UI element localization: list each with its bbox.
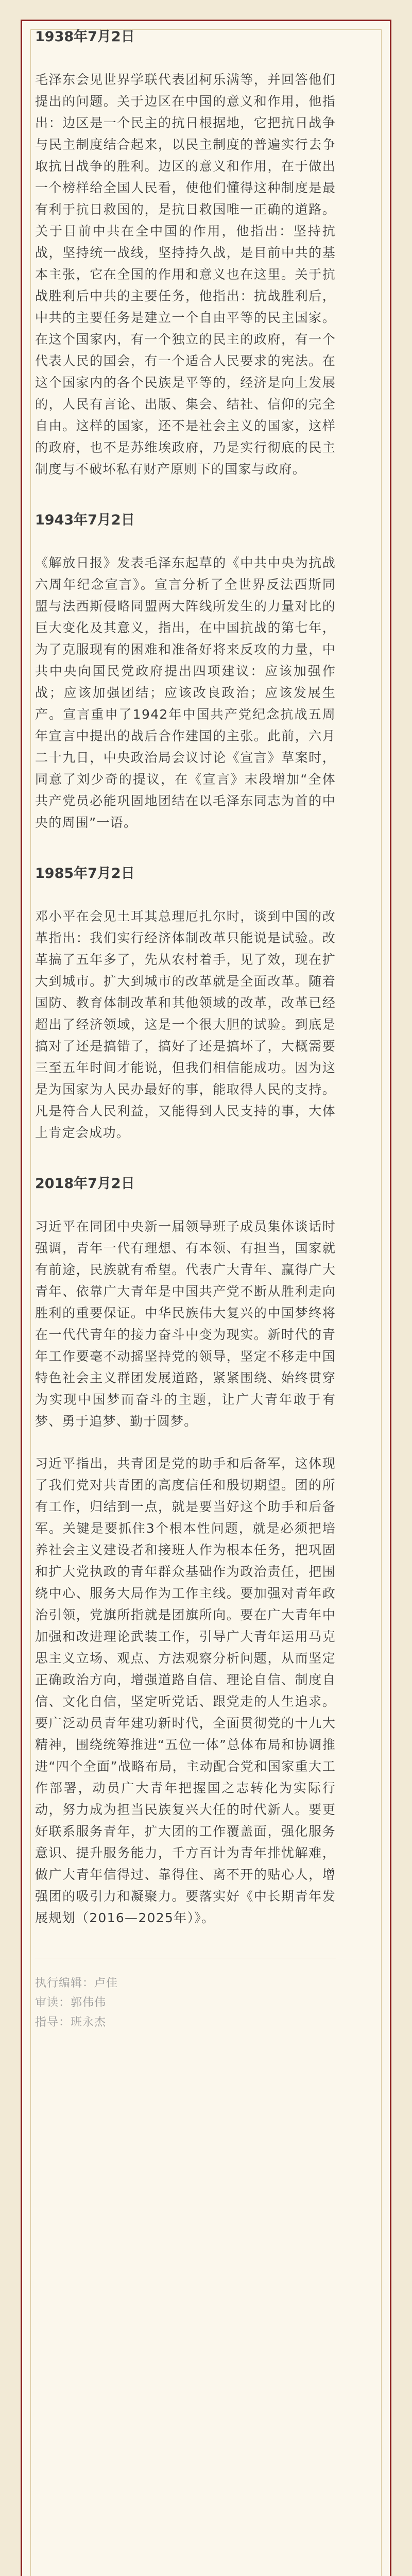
article-content bbox=[21, 21, 350, 2032]
history-entry-1938 bbox=[35, 26, 336, 480]
credits bbox=[35, 1974, 336, 2032]
credit-reviewer: 审读：郭伟伟 bbox=[35, 1996, 107, 2009]
history-entry-2018 bbox=[35, 1173, 336, 1929]
credit-editor: 执行编辑：卢佳 bbox=[35, 1977, 118, 1990]
entry-paragraph: 《解放日报》发表毛泽东起草的《中共中央为抗战六周年纪念宣言》。宣言分析了全世界反法西斯同盟与法西斯侵略同盟两大阵线所发生的力量对比的巨大变化及其意义，指出，在中国抗战的第七年，为了克服现有的困难和准备好将来反攻的力量，中共中央向国民党政府提出四项建议：应该加强作战；应该加强团结；应该改良政治；应该发展生产。宣言重申了1942年中国共产党纪念抗战五周年宣言中提出的战后合作建国的主张。此前，六月二十九日，中央政治局会议讨论《宣言》草案时，同意了刘少奇的提议，在《宣言》末段增加“全体共产党员必能巩固地团结在以毛泽东同志为首的中央的周围”一语。 bbox=[35, 555, 336, 830]
entry-date: 1943年7月2日 bbox=[35, 512, 135, 528]
entry-date: 1938年7月2日 bbox=[35, 29, 135, 45]
entry-date: 1985年7月2日 bbox=[35, 866, 135, 882]
entry-paragraph: 邓小平在会见土耳其总理厄扎尔时，谈到中国的改革指出：我们实行经济体制改革只能说是试验。改革搞了五年多了，先从农村着手，见了效，现在扩大到城市。扩大到城市的改革就是全面改革。随着国防、教育体制改革和其他领域的改革，改革已经超出了经济领域，这是一个很大胆的试验。到底是搞对了还是搞错了，搞好了还是搞坏了，大概需要三至五年时间才能说，但我们相信能成功。因为这是为国家为人民办最好的事，能取得人民的支持。凡是符合人民利益，又能得到人民支持的事，大体上肯定会成功。 bbox=[35, 909, 336, 1140]
entry-paragraph: 习近平在同团中央新一届领导班子成员集体谈话时强调，青年一代有理想、有本领、有担当，国家就有前途，民族就有希望。代表广大青年、赢得广大青年、依靠广大青年是中国共产党不断从胜利走向胜利的重要保证。中华民族伟大复兴的中国梦终将在一代代青年的接力奋斗中变为现实。新时代的青年工作要毫不动摇坚持党的领导，坚定不移走中国特色社会主义群团发展道路，紧紧围绕、始终贯穿为实现中国梦而奋斗的主题，让广大青年敢于有梦、勇于追梦、勤于圆梦。 bbox=[35, 1219, 336, 1429]
history-entry-1943 bbox=[35, 509, 336, 834]
entry-date: 2018年7月2日 bbox=[35, 1176, 135, 1192]
history-entry-1985 bbox=[35, 862, 336, 1144]
entry-paragraph: 习近平指出，共青团是党的助手和后备军，这体现了我们党对共青团的高度信任和殷切期望。团的所有工作，归结到一点，就是要当好这个助手和后备军。关键是要抓住3个根本性问题，就是必须把培养社会主义建设者和接班人作为根本任务，把巩固和扩大党执政的青年群众基础作为政治责任，把围绕中心、服务大局作为工作主线。要加强对青年政治引领，党旗所指就是团旗所向。要在广大青年中加强和改进理论武装工作，引导广大青年运用马克思主义立场、观点、方法观察分析问题，从而坚定正确政治方向，增强道路自信、理论自信、制度自信、文化自信，坚定听党话、跟党走的人生追求。要广泛动员青年建功新时代，全面贯彻党的十九大精神，围绕统筹推进“五位一体”总体布局和协调推进“四个全面”战略布局，主动配合党和国家重大工作部署，动员广大青年把握国之志转化为实际行动，努力成为担当民族复兴大任的时代新人。要更好联系服务青年，扩大团的工作覆盖面，强化服务意识、提升服务能力，千方百计为青年排忧解难，做广大青年信得过、靠得住、离不开的贴心人，增强团的吸引力和凝聚力。要落实好《中长期青年发展规划（2016—2025年）》。 bbox=[35, 1456, 336, 1925]
credit-director: 指导：班永杰 bbox=[35, 2016, 107, 2029]
entry-paragraph: 毛泽东会见世界学联代表团柯乐满等，并回答他们提出的问题。关于边区在中国的意义和作用，他指出：边区是一个民主的抗日根据地，它把抗日战争与民主制度结合起来，以民主制度的普遍实行去争取抗日战争的胜利。边区的意义和作用，在于做出一个榜样给全国人民看，使他们懂得这种制度是最有利于抗日救国的，是抗日救国唯一正确的道路。关于目前中共在全中国的作用，他指出：坚持抗战，坚持统一战线，坚持持久战，是目前中共的基本主张，它在全国的作用和意义也在这里。关于抗战胜利后中共的主要任务，他指出：抗战胜利后，中共的主要任务是建立一个自由平等的民主国家。在这个国家内，有一个独立的民主的政府，有一个代表人民的国会，有一个适合人民要求的宪法。在这个国家内的各个民族是平等的，经济是向上发展的，人民有言论、出版、集会、结社、信仰的完全自由。这样的国家，还不是社会主义的国家，这样的政府，也不是苏维埃政府，乃是实行彻底的民主制度与不破坏私有财产原则下的国家与政府。 bbox=[35, 72, 336, 477]
